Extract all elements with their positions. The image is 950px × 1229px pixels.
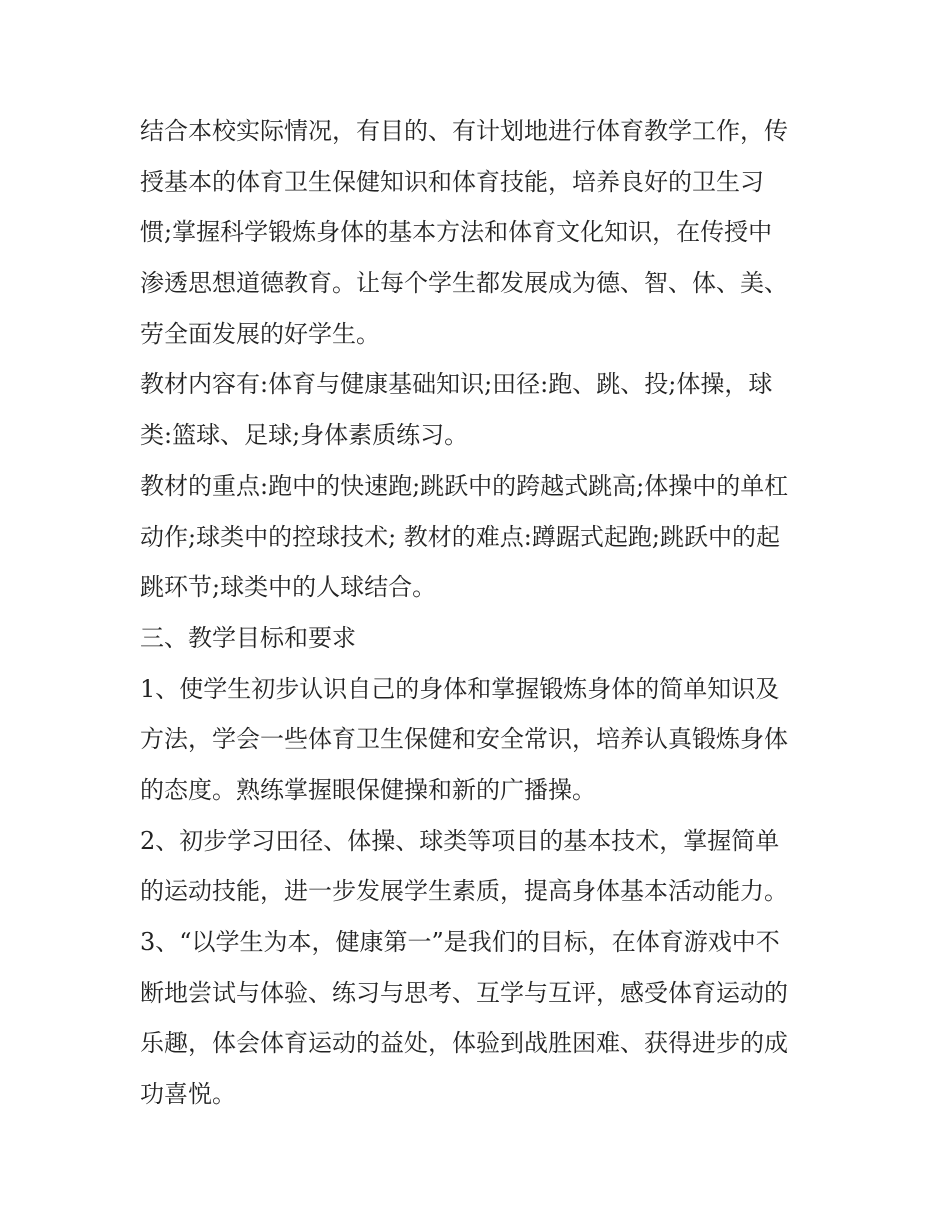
text-line: 功喜悦。 (140, 1080, 236, 1109)
text-line: 类:篮球、足球;身体素质练习。 (140, 421, 469, 450)
text-line: 的运动技能，进一步发展学生素质，提高身体基本活动能力。 (140, 877, 788, 906)
text-line: 2、初步学习田径、体操、球类等项目的基本技术，掌握简单 (140, 826, 780, 855)
text-line: 教材内容有:体育与健康基础知识;田径:跑、跳、投;体操，球 (140, 370, 773, 399)
text-line: 乐趣，体会体育运动的益处，体验到战胜困难、获得进步的成 (140, 1029, 788, 1058)
text-line: 动作;球类中的控球技术; 教材的难点:蹲踞式起跑;跳跃中的起 (140, 522, 780, 551)
text-line: 的态度。熟练掌握眼保健操和新的广播操。 (140, 775, 596, 804)
text-line: 授基本的体育卫生保健知识和体育技能，培养良好的卫生习 (140, 167, 764, 196)
text-line: 教材的重点:跑中的快速跑;跳跃中的跨越式跳高;体操中的单杠 (140, 471, 789, 500)
text-line: 劳全面发展的好学生。 (140, 319, 380, 348)
text-line: 断地尝试与体验、练习与思考、互学与互评，感受体育运动的 (140, 978, 788, 1007)
text-line: 惯;掌握科学锻炼身体的基本方法和体育文化知识，在传授中 (140, 218, 773, 247)
text-line: 方法，学会一些体育卫生保健和安全常识，培养认真锻炼身体 (140, 725, 788, 754)
text-line: 结合本校实际情况，有目的、有计划地进行体育教学工作，传 (140, 117, 788, 145)
text-line: 跳环节;球类中的人球结合。 (140, 573, 437, 602)
text-line: 1、使学生初步认识自己的身体和掌握锻炼身体的简单知识及 (140, 674, 780, 703)
text-line: 渗透思想道德教育。让每个学生都发展成为德、智、体、美、 (140, 269, 788, 298)
section-heading: 三、教学目标和要求 (140, 623, 356, 652)
body-text (140, 106, 820, 1120)
text-line: 3、“以学生为本，健康第一”是我们的目标，在体育游戏中不 (140, 928, 780, 956)
